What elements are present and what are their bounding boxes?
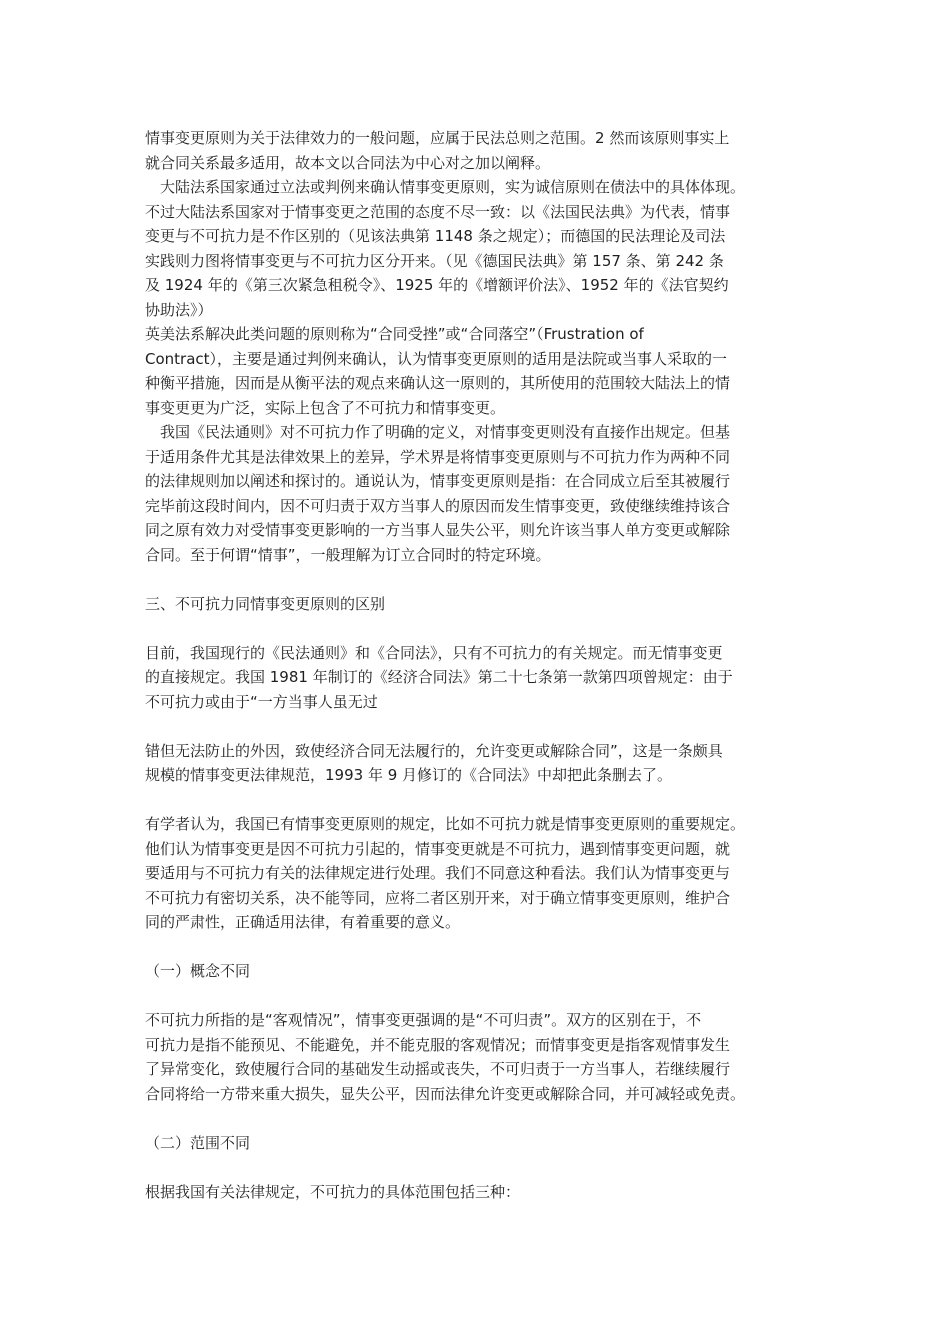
paragraph-scholar-view [145,812,815,935]
text-line: 就合同关系最多适用，故本文以合同法为中心对之加以阐释。 [145,153,551,172]
paragraph-spacer [145,1106,815,1131]
text-line: 了异常变化，致使履行合同的基础发生动摇或丧失，不可归责于一方当事人，若继续履行 [145,1060,731,1078]
document-page [145,126,815,1204]
paragraph-spacer [145,1155,815,1180]
paragraph-concept [145,1008,815,1106]
text-line: 合同将给一方带来重大损失，显失公平，因而法律允许变更或解除合同，并可减轻或免责。 [145,1084,746,1103]
text-line: 不可抗力或由于“一方当事人虽无过 [145,692,378,711]
text-line: 的直接规定。我国 1981 年制订的《经济合同法》第二十七条第一款第四项曾规定：由于 [145,668,733,686]
text-line: Contract），主要是通过判例来确认，认为情事变更原则的适用是法院或当事人采取的一 [145,349,728,368]
text-line: 目前，我国现行的《民法通则》和《合同法》，只有不可抗力的有关规定。而无情事变更 [145,643,723,662]
paragraph-spacer [145,935,815,960]
paragraph-spacer [145,788,815,813]
paragraph-continuation [145,739,815,788]
text-line: 的法律规则加以阐述和探讨的。通说认为，情事变更原则是指：在合同成立后至其被履行 [145,472,731,490]
subheading-scope [145,1131,815,1156]
text-line: 可抗力是指不能预见、不能避免，并不能克服的客观情况；而情事变更是指客观情事发生 [145,1035,731,1054]
text-line: 同之原有效力对受情事变更影响的一方当事人显失公平，则允许该当事人单方变更或解除 [145,521,731,539]
text-line: 大陆法系国家通过立法或判例来确认情事变更原则，实为诚信原则在债法中的具体体现。 [145,178,746,196]
heading-line: （一）概念不同 [145,962,251,980]
paragraph-spacer [145,567,815,592]
paragraph-intro [145,126,815,567]
text-line: 不可抗力所指的是“客观情况”，情事变更强调的是“不可归责”。双方的区别在于，不 [145,1011,702,1029]
paragraph-spacer [145,616,815,641]
heading-line: （二）范围不同 [145,1133,251,1152]
text-line: 英美法系解决此类问题的原则称为“合同受挫”或“合同落空”（Frustration of [145,325,644,343]
text-line: 变更与不可抗力是不作区别的（见该法典第 1148 条之规定）；而德国的民法理论及司法 [145,227,726,245]
subheading-concept [145,959,815,984]
section-heading [145,592,815,617]
text-line: 实践则力图将情事变更与不可抗力区分开来。（见《德国民法典》第 157 条、第 242 条 [145,251,724,270]
text-line: 及 1924 年的《第三次紧急租税令》、1925 年的《增额评价法》、1952 年的《法官契约 [145,276,729,294]
text-line: 于适用条件尤其是法律效果上的差异，学术界是将情事变更原则与不可抗力作为两种不同 [145,447,731,466]
text-line: 有学者认为，我国已有情事变更原则的规定，比如不可抗力就是情事变更原则的重要规定。 [145,815,746,833]
paragraph-spacer [145,984,815,1009]
text-line: 不可抗力有密切关系，决不能等同，应将二者区别开来，对于确立情事变更原则，维护合 [145,888,731,907]
text-line: 合同。至于何谓“情事”，一般理解为订立合同时的特定环境。 [145,545,551,564]
heading-line: 三、不可抗力同情事变更原则的区别 [145,594,386,613]
paragraph-spacer [145,714,815,739]
text-line: 他们认为情事变更是因不可抗力引起的，情事变更就是不可抗力，遇到情事变更问题，就 [145,839,731,858]
text-line: 根据我国有关法律规定，不可抗力的具体范围包括三种： [145,1182,521,1201]
text-line: 同的严肃性，正确适用法律，有着重要的意义。 [145,913,461,931]
text-line: 种衡平措施，因而是从衡平法的观点来确认这一原则的，其所使用的范围较大陆法上的情 [145,374,731,392]
text-line: 规模的情事变更法律规范，1993 年 9 月修订的《合同法》中却把此条删去了。 [145,766,673,784]
text-line: 事变更更为广泛，实际上包含了不可抗力和情事变更。 [145,398,506,417]
text-line: 完毕前这段时间内，因不可归责于双方当事人的原因而发生情事变更，致使继续维持该合 [145,496,731,515]
text-line: 错但无法防止的外因，致使经济合同无法履行的，允许变更或解除合同”，这是一条颇具 [145,741,723,760]
text-line: 我国《民法通则》对不可抗力作了明确的定义，对情事变更则没有直接作出规定。但基 [145,423,731,441]
text-line: 要适用与不可抗力有关的法律规定进行处理。我们不同意这种看法。我们认为情事变更与 [145,864,731,882]
text-line: 情事变更原则为关于法律效力的一般问题，应属于民法总则之范围。2 然而该原则事实上 [145,129,730,147]
paragraph-scope [145,1180,815,1205]
paragraph-current-law [145,641,815,715]
text-line: 协助法》） [145,300,213,319]
text-line: 不过大陆法系国家对于情事变更之范围的态度不尽一致：以《法国民法典》为代表，情事 [145,202,731,221]
